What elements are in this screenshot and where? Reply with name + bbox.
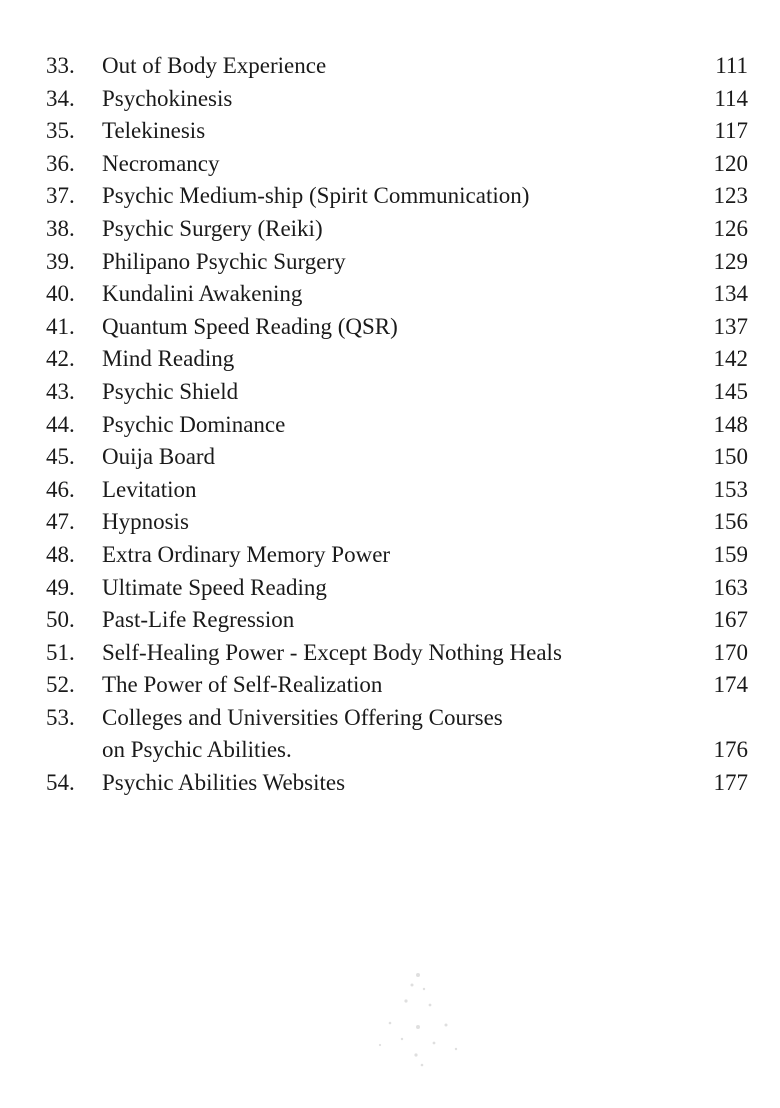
entry-title: Psychic Abilities Websites — [102, 770, 346, 796]
entry-number: 39. — [46, 248, 75, 274]
entry-page: 170 — [713, 639, 748, 665]
entry-number: 48. — [46, 541, 75, 567]
toc-entry — [46, 767, 748, 800]
entry-page: 123 — [713, 183, 748, 209]
entry-page: 148 — [713, 411, 748, 437]
toc-entry — [46, 213, 748, 246]
toc-entry — [46, 115, 748, 148]
entry-number: 47. — [46, 509, 75, 535]
entry-page: 159 — [713, 541, 748, 567]
entry-title: Extra Ordinary Memory Power — [102, 541, 391, 567]
entry-title: Telekinesis — [102, 118, 206, 144]
entry-title: Psychic Shield — [102, 378, 239, 404]
entry-page: 134 — [713, 281, 748, 307]
entry-page: 177 — [713, 770, 748, 796]
table-of-contents — [46, 50, 748, 800]
toc-entry — [46, 669, 748, 702]
toc-entry — [46, 180, 748, 213]
entry-number: 53. — [46, 704, 75, 730]
toc-entry — [46, 83, 748, 116]
entry-number: 44. — [46, 411, 75, 437]
entry-title: Quantum Speed Reading (QSR) — [102, 313, 398, 339]
entry-page: 126 — [713, 215, 748, 241]
watermark-ornament — [360, 965, 480, 1075]
entry-number: 35. — [46, 118, 75, 144]
toc-entry — [46, 572, 748, 605]
entry-number: 34. — [46, 85, 75, 111]
entry-number: 41. — [46, 313, 75, 339]
entry-title: Psychic Dominance — [102, 411, 286, 437]
entry-page: 145 — [713, 378, 748, 404]
entry-title: Out of Body Experience — [102, 53, 327, 78]
entry-title: Kundalini Awakening — [102, 281, 303, 307]
entry-page: 129 — [713, 248, 748, 274]
entry-title: The Power of Self-Realization — [102, 672, 383, 698]
entry-page: 176 — [713, 737, 748, 763]
toc-entry — [46, 539, 748, 572]
entry-number: 45. — [46, 444, 75, 470]
entry-page: 163 — [713, 574, 748, 600]
entry-title: Hypnosis — [102, 509, 189, 535]
entry-title: Colleges and Universities Offering Courses — [102, 704, 503, 730]
entry-page: 167 — [713, 607, 748, 633]
entry-page: 153 — [713, 476, 748, 502]
entry-number: 37. — [46, 183, 75, 209]
toc-entry — [46, 637, 748, 670]
entry-title: Mind Reading — [102, 346, 235, 372]
entry-page: 114 — [714, 85, 748, 111]
entry-number: 36. — [46, 150, 75, 176]
entry-number: 52. — [46, 672, 75, 698]
toc-entry — [46, 246, 748, 279]
entry-title: Past-Life Regression — [102, 607, 295, 633]
entry-number: 51. — [46, 639, 75, 665]
toc-entry-continuation — [46, 734, 748, 767]
toc-entry — [46, 702, 748, 735]
entry-title: on Psychic Abilities. — [102, 737, 292, 763]
entry-page: 137 — [713, 313, 748, 339]
entry-title: Ouija Board — [102, 444, 216, 470]
toc-entry — [46, 50, 748, 83]
entry-page: 150 — [713, 444, 748, 470]
entry-number: 43. — [46, 378, 75, 404]
entry-number: 54. — [46, 770, 75, 796]
toc-entry — [46, 474, 748, 507]
entry-number: 33. — [46, 53, 75, 78]
entry-title: Psychic Surgery (Reiki) — [102, 215, 323, 241]
entry-title: Self-Healing Power - Except Body Nothing Heals — [102, 639, 562, 665]
toc-entry — [46, 148, 748, 181]
toc-entry — [46, 409, 748, 442]
toc-entry — [46, 604, 748, 637]
toc-entry — [46, 311, 748, 344]
entry-number: 40. — [46, 281, 75, 307]
toc-entry — [46, 343, 748, 376]
entry-title: Necromancy — [102, 150, 220, 176]
toc-entry — [46, 376, 748, 409]
entry-title: Philipano Psychic Surgery — [102, 248, 346, 274]
toc-entry — [46, 441, 748, 474]
entry-page: 117 — [714, 118, 748, 144]
entry-page: 174 — [713, 672, 748, 698]
entry-page: 142 — [713, 346, 748, 372]
entry-number: 50. — [46, 607, 75, 633]
entry-number: 38. — [46, 215, 75, 241]
entry-number: 42. — [46, 346, 75, 372]
entry-number: 46. — [46, 476, 75, 502]
entry-page: 156 — [713, 509, 748, 535]
toc-entry — [46, 506, 748, 539]
entry-number: 49. — [46, 574, 75, 600]
entry-title: Psychokinesis — [102, 85, 233, 111]
entry-title: Levitation — [102, 476, 197, 502]
entry-title: Psychic Medium-ship (Spirit Communication) — [102, 183, 530, 209]
entry-page: 120 — [713, 150, 748, 176]
entry-title: Ultimate Speed Reading — [102, 574, 327, 600]
toc-entry — [46, 278, 748, 311]
entry-page: 111 — [715, 53, 748, 78]
